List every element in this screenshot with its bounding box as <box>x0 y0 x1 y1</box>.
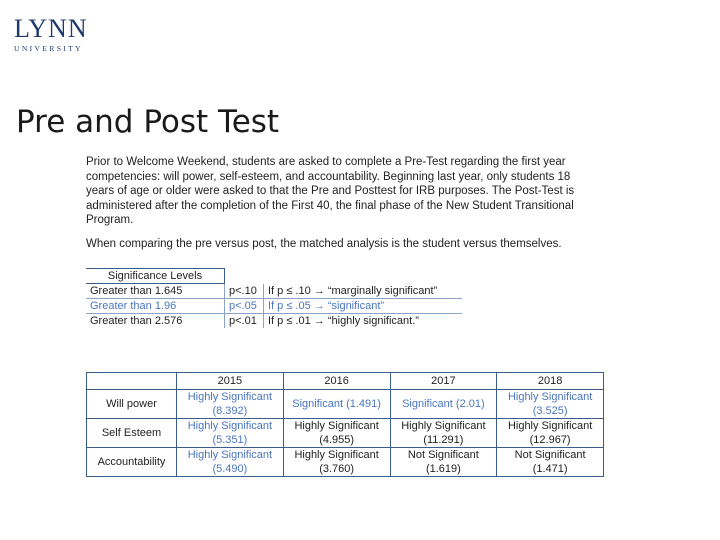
row-label: Will power <box>87 390 177 419</box>
significance-rule: If p ≤ .10 → “marginally significant” <box>264 284 463 299</box>
row-label: Self Esteem <box>87 419 177 448</box>
results-corner-cell <box>87 373 177 390</box>
intro-paragraph: Prior to Welcome Weekend, students are asked to complete a Pre-Test regarding the first year competencies: will power, self-esteem, and accountability. Beginning last year, only students 18 years of age or older were asked to that the Pre and Posttest for IRB purposes. The Post-Test is administered after the completion of the First 40, the final phase of the New Student Transitional Program. <box>86 156 575 227</box>
significance-row <box>86 284 462 299</box>
significance-header: Significance Levels <box>86 269 225 284</box>
significance-p: p<.01 <box>225 314 264 329</box>
result-cell: Highly Significant (3.760) <box>283 448 390 477</box>
results-header-row <box>87 373 604 390</box>
year-header-2016: 2016 <box>283 373 390 390</box>
lynn-university-logo <box>14 16 88 54</box>
result-cell: Significant (2.01) <box>390 390 497 419</box>
logo-subtitle: UNIVERSITY <box>14 44 83 53</box>
significance-header-row <box>86 269 462 284</box>
result-cell: Highly Significant (4.955) <box>283 419 390 448</box>
significance-level: Greater than 2.576 <box>86 314 225 329</box>
results-row-will-power <box>87 390 604 419</box>
result-cell: Highly Significant (8.392) <box>177 390 284 419</box>
significance-levels-table <box>86 268 462 328</box>
significance-rule: If p ≤ .05 → “significant” <box>264 299 463 314</box>
year-header-2018: 2018 <box>497 373 604 390</box>
results-row-accountability <box>87 448 604 477</box>
comparison-paragraph: When comparing the pre versus post, the matched analysis is the student versus themselves. <box>86 238 562 250</box>
significance-row <box>86 299 462 314</box>
logo-wordmark: LYNN <box>14 14 88 43</box>
row-label: Accountability <box>87 448 177 477</box>
year-header-2015: 2015 <box>177 373 284 390</box>
result-cell: Not Significant (1.471) <box>497 448 604 477</box>
result-cell: Significant (1.491) <box>283 390 390 419</box>
slide-title: Pre and Post Test <box>16 104 280 140</box>
significance-level: Greater than 1.96 <box>86 299 225 314</box>
result-cell: Highly Significant (5.490) <box>177 448 284 477</box>
significance-p: p<.10 <box>225 284 264 299</box>
result-cell: Highly Significant (3.525) <box>497 390 604 419</box>
result-cell: Highly Significant (12.967) <box>497 419 604 448</box>
significance-row <box>86 314 462 329</box>
results-row-self-esteem <box>87 419 604 448</box>
significance-rule: If p ≤ .01 → “highly significant.” <box>268 315 419 327</box>
significance-level: Greater than 1.645 <box>86 284 225 299</box>
year-header-2017: 2017 <box>390 373 497 390</box>
result-cell: Highly Significant (5.351) <box>177 419 284 448</box>
result-cell: Highly Significant (11.291) <box>390 419 497 448</box>
result-cell: Not Significant (1.619) <box>390 448 497 477</box>
significance-p: p<.05 <box>225 299 264 314</box>
results-table <box>86 372 604 477</box>
